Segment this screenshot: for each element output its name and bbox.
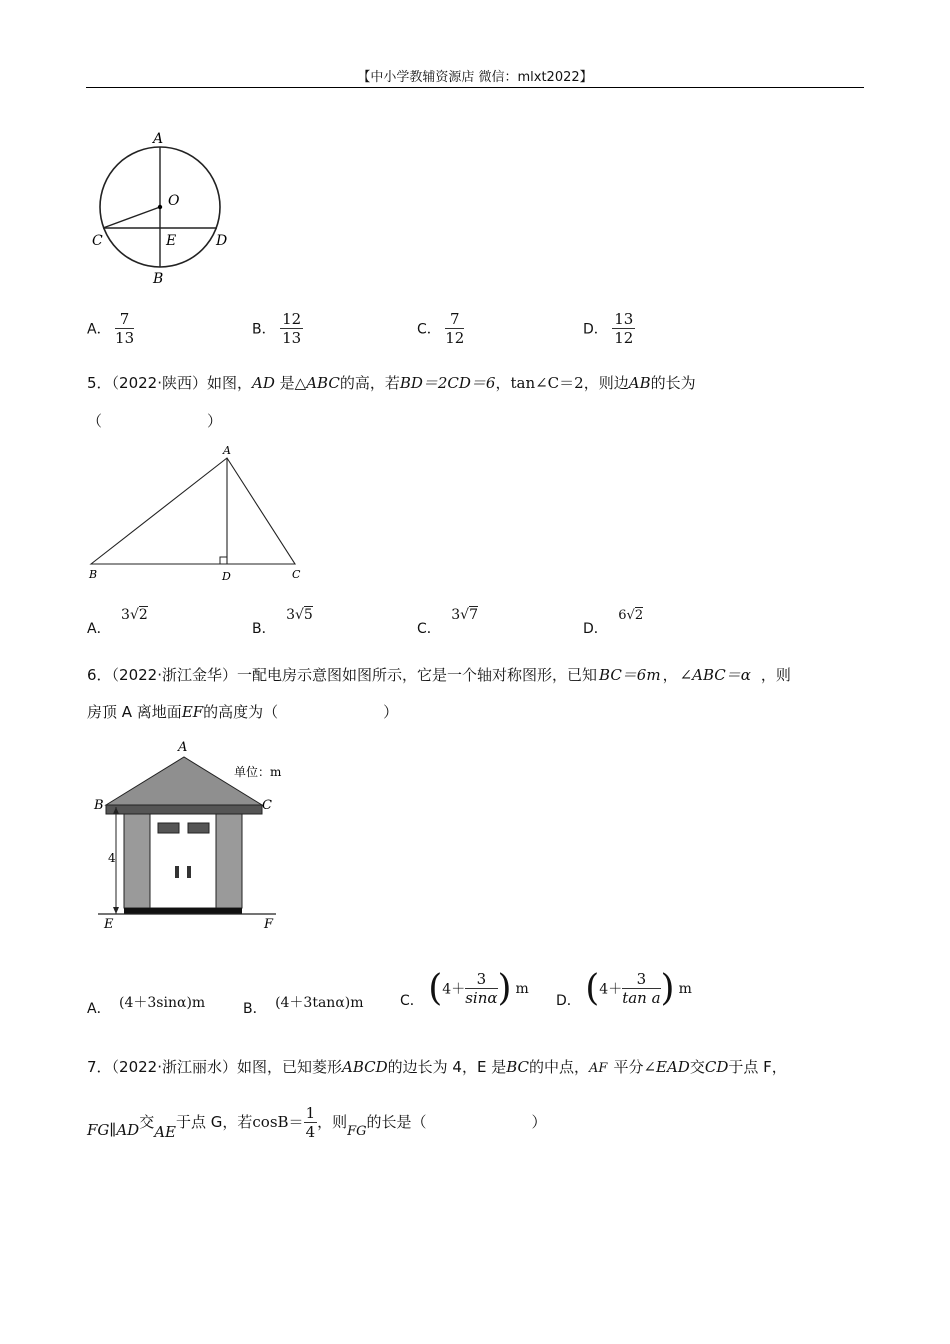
option-numerator: 3 (465, 970, 497, 989)
q6-option-b[interactable] (243, 992, 364, 1017)
label-f: F (264, 917, 274, 932)
option-denominator: 13 (115, 329, 135, 347)
q5-option-d[interactable] (583, 604, 644, 637)
label-a: A (153, 131, 164, 147)
question-source: （2022·浙江丽水） (111, 1058, 237, 1076)
label-c: C (292, 568, 301, 581)
sqrt-sign: √ (626, 608, 635, 623)
question-number: 7． (87, 1058, 112, 1076)
math-fg: FG (347, 1124, 367, 1139)
q6-stem-line1 (87, 664, 791, 685)
paren-right: ) (660, 968, 675, 1009)
option-unit: m (678, 980, 692, 997)
option-label: A． (87, 1001, 111, 1017)
stem-text: 交 (689, 1058, 705, 1076)
q5-answer-paren: （ ） (87, 412, 223, 430)
q7-stem-line2 (87, 1104, 547, 1141)
q5-stem (87, 372, 696, 393)
option-prefix: 4＋ (442, 981, 466, 998)
question-source: （2022·陕西） (111, 374, 207, 392)
sqrt-sign: √ (129, 607, 139, 623)
math-ae: AE (154, 1123, 176, 1141)
option-denominator: sinα (465, 989, 498, 1007)
math-af: AF (589, 1061, 608, 1076)
fraction-denominator: 4 (305, 1123, 316, 1141)
math-ad: AD (252, 374, 275, 392)
paren-left: ( (585, 968, 600, 1009)
option-label: D． (583, 621, 608, 637)
q4-option-c[interactable] (417, 310, 464, 347)
q5-option-b[interactable] (252, 604, 313, 637)
option-label: C． (417, 321, 441, 338)
eave (106, 805, 262, 814)
label-d: D (216, 233, 228, 249)
label-b: B (94, 798, 104, 813)
math-angle-abc: ∠ABC＝α (679, 666, 751, 684)
math-tan-c: tan∠C＝2 (510, 374, 584, 392)
q6-option-d[interactable] (556, 968, 692, 1009)
math-fg-parallel-ad: FG∥AD (87, 1121, 140, 1139)
math-bd-cd: BD＝2CD＝6 (399, 374, 496, 392)
stem-text: 是 (274, 374, 295, 392)
math-triangle-abc: △ABC (294, 374, 340, 392)
option-denominator: 12 (445, 329, 465, 347)
option-expression: (4＋3tanα)m (275, 995, 364, 1011)
math-bc: BC＝6m (599, 666, 661, 684)
height-label: 4 (108, 851, 116, 865)
option-label: B． (252, 621, 276, 637)
stem-text: ， (495, 374, 511, 392)
option-coef: 3 (286, 607, 295, 623)
triangle-figure (86, 440, 311, 585)
label-c: C (262, 798, 272, 813)
math-ef: EF (181, 703, 204, 721)
stem-text: 如图，已知菱形 (237, 1058, 343, 1076)
stem-text: ，则边 (583, 374, 629, 392)
sqrt-sign: √ (294, 607, 304, 623)
wall-left (124, 814, 150, 908)
fraction-numerator: 1 (305, 1104, 316, 1122)
stem-text: 的高，若 (339, 374, 400, 392)
option-label: B． (243, 1001, 267, 1017)
stem-text: 的中点， (529, 1058, 590, 1076)
label-a: A (178, 740, 188, 755)
radius-oc (103, 207, 160, 228)
stem-text: 房顶 A 离地面 (87, 703, 182, 721)
q5-option-a[interactable] (87, 604, 148, 637)
stem-text: 如图， (207, 374, 253, 392)
option-label: A． (87, 621, 111, 637)
window-right (188, 823, 209, 833)
option-prefix: 4＋ (599, 981, 623, 998)
option-label: D． (556, 993, 581, 1009)
stem-text: ，则 (760, 666, 791, 684)
stem-text: 的边长为 4，E 是 (387, 1058, 507, 1076)
right-angle-mark (220, 557, 227, 564)
option-label: C． (400, 993, 424, 1009)
option-numerator: 7 (115, 310, 134, 329)
q4-option-a[interactable] (87, 310, 134, 347)
stem-text: 交 (139, 1113, 155, 1131)
option-label: D． (583, 321, 608, 338)
math-angle-ead: ∠EAD (643, 1058, 690, 1076)
stem-text: 的长为 (650, 374, 696, 392)
option-denominator: tan a (622, 989, 661, 1007)
option-coef: 3 (121, 607, 130, 623)
label-e: E (166, 233, 177, 249)
q4-option-b[interactable] (252, 310, 303, 347)
stem-text: 一配电房示意图如图所示，它是一个轴对称图形，已知 (237, 666, 598, 684)
paren-left: ( (428, 968, 443, 1009)
option-numerator: 12 (282, 310, 302, 328)
option-numerator: 7 (445, 310, 464, 329)
stem-text: 于点 G，若 (176, 1113, 253, 1131)
q6-stem-line2 (87, 701, 398, 722)
question-source: （2022·浙江金华） (111, 666, 237, 684)
option-label: C． (417, 621, 441, 637)
option-radicand: 2 (634, 608, 644, 623)
circle-figure (86, 125, 246, 290)
q4-option-d[interactable] (583, 310, 635, 347)
q5-option-c[interactable] (417, 604, 478, 637)
math-ab: AB (628, 374, 651, 392)
question-number: 5． (87, 374, 112, 392)
option-radicand: 2 (138, 607, 148, 623)
option-expression: (4＋3sinα)m (119, 995, 206, 1011)
option-radicand: 7 (469, 607, 478, 623)
sqrt-sign: √ (460, 607, 470, 623)
page-header: 【中小学教辅资源店 微信：mlxt2022】 (357, 70, 593, 85)
window-left (158, 823, 179, 833)
q6-option-a[interactable] (87, 992, 206, 1017)
stem-text: ，则 (317, 1113, 348, 1131)
handle-left (175, 866, 179, 878)
option-coef: 6 (618, 608, 627, 623)
option-label: A． (87, 321, 111, 338)
label-e: E (104, 917, 114, 932)
option-unit: m (515, 980, 529, 997)
foundation (124, 908, 242, 914)
stem-text: ， (662, 666, 678, 684)
label-d: D (222, 570, 231, 583)
fraction-one-quarter (304, 1104, 318, 1141)
option-coef: 3 (451, 607, 461, 623)
math-bc: BC (506, 1058, 529, 1076)
stem-text: 平分 (613, 1058, 644, 1076)
label-c: C (92, 233, 103, 249)
option-denominator: 13 (282, 329, 302, 347)
stem-text: 的高度为（ ） (203, 703, 399, 721)
unit-label: 单位：m (234, 765, 282, 779)
math-cos-b: cosB＝ (252, 1113, 304, 1131)
label-o: O (168, 193, 180, 209)
label-a: A (223, 444, 231, 457)
option-denominator: 12 (614, 329, 634, 347)
q7-stem-line1 (87, 1056, 787, 1077)
option-numerator: 3 (622, 970, 660, 989)
option-radicand: 5 (303, 607, 313, 623)
arrow-down (113, 907, 119, 914)
math-abcd: ABCD (342, 1058, 388, 1076)
house-figure (86, 735, 306, 935)
paren-right: ) (497, 968, 512, 1009)
label-b: B (89, 568, 98, 581)
center-o-dot (158, 205, 162, 209)
math-cd: CD (704, 1058, 729, 1076)
label-b: B (153, 271, 164, 287)
q6-option-c[interactable] (400, 968, 529, 1009)
handle-right (187, 866, 191, 878)
option-numerator: 13 (614, 310, 634, 328)
stem-text: 的长是（ ） (366, 1113, 547, 1131)
question-number: 6． (87, 666, 112, 684)
wall-right (216, 814, 242, 908)
option-label: B． (252, 321, 276, 338)
stem-text: 于点 F， (728, 1058, 787, 1076)
header-rule (86, 87, 864, 88)
triangle-abc (91, 458, 295, 564)
